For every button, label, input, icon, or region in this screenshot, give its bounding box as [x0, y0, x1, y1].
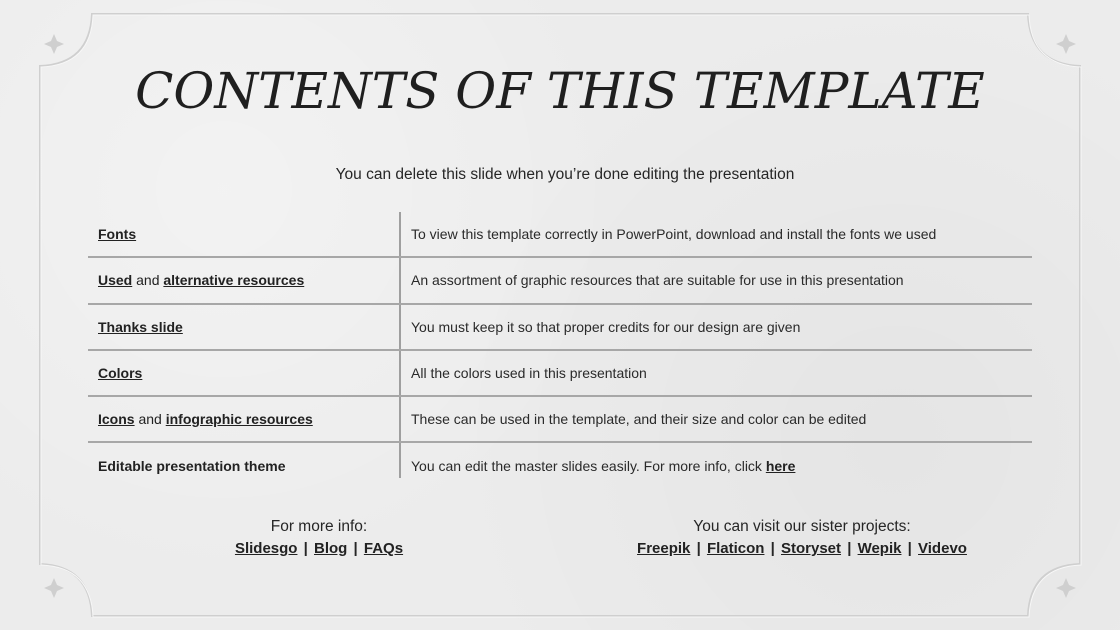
used-link[interactable]: Used [98, 272, 133, 289]
storyset-link[interactable]: Storyset [781, 540, 842, 557]
row-description: You must keep it so that proper credits for our design are given [411, 318, 801, 335]
flaticon-link[interactable]: Flaticon [706, 540, 765, 557]
link-separator: | [696, 540, 701, 557]
videvo-link[interactable]: Videvo [918, 540, 967, 557]
fonts-link[interactable]: Fonts [98, 226, 137, 243]
row-description: To view this template correctly in PowerPoint, download and install the fonts we used [411, 226, 937, 243]
here-link[interactable]: here [765, 457, 796, 474]
footer-sister-projects-label: You can visit our sister projects: [693, 518, 911, 535]
table-row [88, 441, 1032, 487]
link-separator: | [353, 540, 358, 557]
table-row [88, 349, 1032, 395]
connector-text: and [134, 411, 166, 428]
row-description: You can edit the master slides easily. For more info, click [411, 457, 766, 474]
footer-sister-projects [602, 518, 1002, 557]
footer-sister-projects-links [602, 540, 1002, 557]
icons-link[interactable]: Icons [98, 411, 135, 428]
row-description: All the colors used in this presentation [411, 365, 647, 382]
alternative-resources-link[interactable]: alternative resources [163, 272, 305, 289]
connector-text: and [132, 272, 164, 289]
footer-more-info-links [219, 540, 419, 557]
slide-subtitle: You can delete this slide when you’re done editing the presentation [335, 166, 795, 183]
thanks-slide-link[interactable]: Thanks slide [98, 318, 183, 335]
row-description: An assortment of graphic resources that are suitable for use in this presentation [411, 272, 904, 289]
footer-more-info [219, 518, 419, 557]
wepik-link[interactable]: Wepik [857, 540, 902, 557]
link-separator: | [907, 540, 912, 557]
table-row [88, 212, 1032, 256]
slide-title: CONTENTS OF THIS TEMPLATE [135, 62, 985, 120]
table-row [88, 395, 1032, 441]
slidesgo-link[interactable]: Slidesgo [234, 540, 298, 557]
row-description: These can be used in the template, and their size and color can be edited [411, 411, 867, 428]
link-separator: | [303, 540, 308, 557]
infographic-resources-link[interactable]: infographic resources [165, 411, 313, 428]
colors-link[interactable]: Colors [98, 365, 143, 382]
freepik-link[interactable]: Freepik [637, 540, 691, 557]
table-row [88, 303, 1032, 349]
editable-theme-label: Editable presentation theme [98, 457, 286, 474]
blog-link[interactable]: Blog [314, 540, 348, 557]
contents-table [88, 212, 1032, 488]
table-row [88, 256, 1032, 302]
link-separator: | [770, 540, 775, 557]
faqs-link[interactable]: FAQs [363, 540, 404, 557]
link-separator: | [847, 540, 852, 557]
footer-more-info-label: For more info: [270, 518, 368, 535]
